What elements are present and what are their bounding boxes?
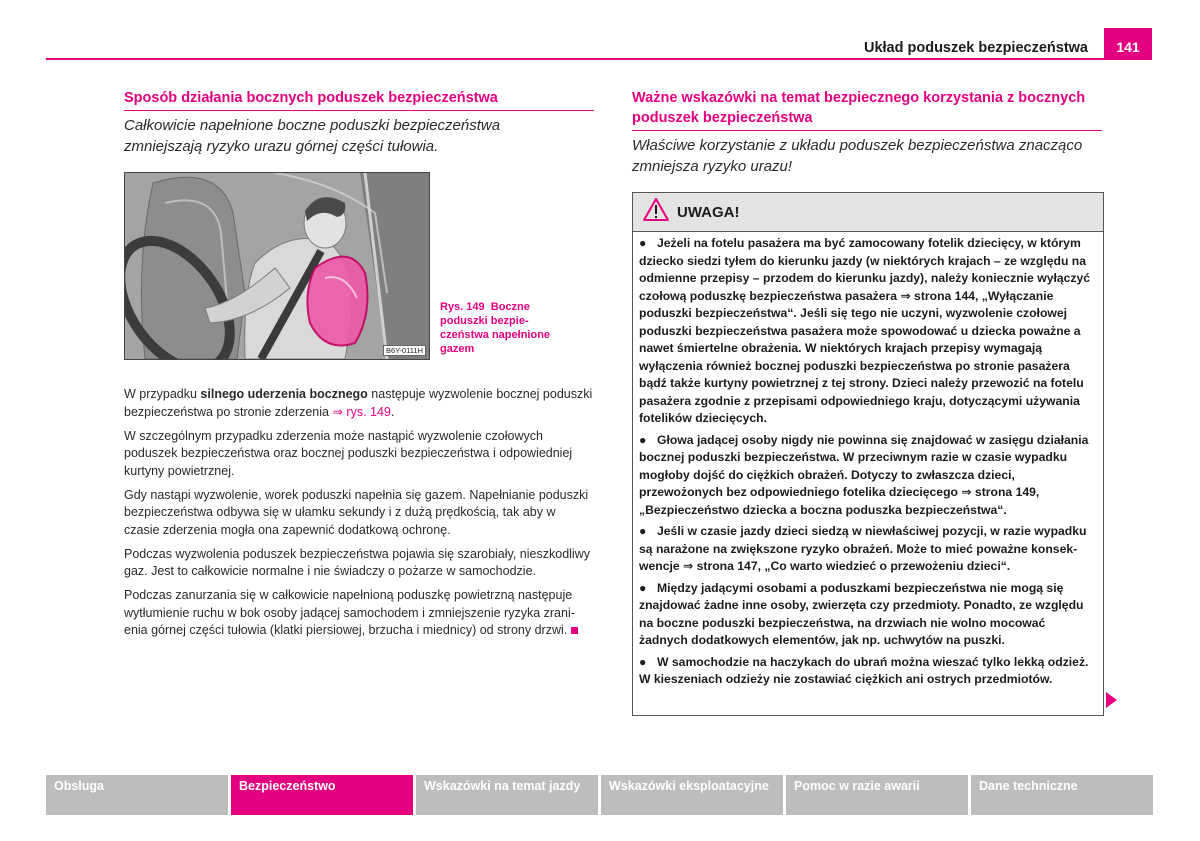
warning-body xyxy=(633,232,1103,689)
bullet-icon: ● xyxy=(639,432,647,447)
left-lead-text: Całkowicie napełnione boczne poduszki bezpieczeństwa zmniejszają ryzyko urazu górnej części tułowia. xyxy=(124,117,501,155)
warning-triangle-icon xyxy=(643,198,669,226)
caption-prefix: Rys. 149 xyxy=(440,301,485,313)
paragraph-2: W szczególnym przypadku zderzenia może nastąpić wyzwolenie czołowych poduszek bezpieczeństwa oraz bocznej poduszki bezpieczeństwa i odpowiedniej kurtyny powietrznej. xyxy=(124,428,573,478)
warning-box xyxy=(632,192,1104,716)
tab-pomoc-awarii[interactable]: Pomoc w razie awarii xyxy=(786,775,968,815)
tab-wskazowki-eksploatacyjne[interactable]: Wskazówki eksploatacyjne xyxy=(601,775,783,815)
warning-item xyxy=(639,235,1097,428)
right-section-heading: Ważne wskazówki na temat bezpiecznego korzystania z bocznych poduszek bezpieczeństwa xyxy=(632,88,1102,131)
figure-caption xyxy=(440,300,560,356)
p1-end: . xyxy=(390,404,395,419)
paragraph-5 xyxy=(124,587,594,640)
p1-text-before: W przypadku xyxy=(124,387,201,401)
warning-item-text: Jeżeli na fotelu pasażera ma być zamocowany fotelik dziecięcy, w którym dziecko siedzi tyłem do kierunku jazdy (w niektórych krajach – ze względu na odmienne przepisy – przodem do kierunku jazdy), należy koniecznie wyłączyć czołową poduszkę bezpieczeństwa pasażera ⇒ strona 144, „Wyłączanie poduszki bezpieczeństwa“. Jeśli się tego nie uczyni, wyzwolenie czołowej poduszki bezpieczeństwa pasażera może spowodować u dziecka poważne a nawet śmiertelne obrażenia. W niektórych krajach przepisy wymagają wyłączenia również bocznej poduszki bezpieczeństwa po stronie pasażera bądź także kurtyny powietrznej z tej strony. Dzieci należy przewozić na fotelu pasażera zgodnie z przepisami odpowiedniego kraju, dotyczącymi używania fotelików dziecięcych. xyxy=(639,236,1091,425)
bullet-icon: ● xyxy=(639,654,647,669)
running-header-title: Układ poduszek bezpieczeństwa xyxy=(863,40,1088,56)
left-body xyxy=(124,386,594,646)
warning-label: UWAGA! xyxy=(677,203,740,221)
section-end-marker xyxy=(571,627,578,634)
warning-item-text: Jeśli w czasie jazdy dzieci siedzą w niewłaściwej pozycji, w razie wypadku są narażone na zwiększone ryzyko obrażeń. Może to mieć poważne konsekwencje ⇒ strona 147, „Co warto wiedzieć o przewożeniu dzieci“. xyxy=(639,524,1087,573)
tab-dane-techniczne[interactable]: Dane techniczne xyxy=(971,775,1153,815)
figure-code: B6Y-0111H xyxy=(383,345,426,356)
page-number: 141 xyxy=(1104,28,1152,58)
warning-item xyxy=(639,654,1097,689)
left-section-heading: Sposób działania bocznych poduszek bezpieczeństwa xyxy=(124,88,594,111)
warning-item xyxy=(639,523,1097,576)
warning-item xyxy=(639,580,1097,650)
continue-arrow-icon xyxy=(1106,692,1117,708)
tab-bezpieczenstwo[interactable]: Bezpieczeństwo xyxy=(231,775,413,815)
paragraph-4: Podczas wyzwolenia poduszek bezpieczeństwa pojawia się szarobiały, nieszkodliwy gaz. Jest to całkowicie normalne i nie świadczy o pożarze w samochodzie. xyxy=(124,546,590,578)
p1-text-after: następuje wyzwolenie bocznej poduszki bezpieczeństwa po stronie zderzenia xyxy=(124,387,593,419)
warning-item-text: Głowa jadącej osoby nigdy nie powinna się znajdować w zasięgu działania bocznej poduszki bezpieczeństwa. W przeciwnym razie w czasie wypadku mogłoby dojść do ciężkich obrażeń. Dotyczy to zwłaszcza dzieci, przewożonych bez odpowiedniego fotelika dziecięcego ⇒ strona 149, „Bezpieczeństwo dziecka a boczna poduszka bezpieczeństwa“. xyxy=(639,432,1089,517)
airbag-illustration xyxy=(125,173,429,359)
figure-reference-link[interactable]: ⇒ rys. 149 xyxy=(332,404,391,419)
bullet-icon: ● xyxy=(639,524,647,538)
p1-bold: silnego uderzenia bocznego xyxy=(200,387,368,401)
paragraph-5-text: Podczas zanurzania się w całkowicie napełnioną poduszkę powietrzną następuje wytłumienie ruchu w bok osoby jadącej samochodem i zmniejszenie ryzyka zranienia górnej części tułowia (klatki piersiowej, brzucha i miednicy) od strony drzwi. xyxy=(124,588,575,637)
airbag-figure xyxy=(124,172,430,360)
warning-item-text: W samochodzie na haczykach do ubrań można wieszać tylko lekką odzież. W kieszeniach odzieży nie zostawiać ciężkich ani ostrych przedmiotów. xyxy=(639,654,1089,686)
header-rule xyxy=(46,58,1152,60)
bullet-icon: ● xyxy=(639,236,647,250)
warning-header xyxy=(633,193,1103,232)
tab-obsluga[interactable]: Obsługa xyxy=(46,775,228,815)
right-lead-text: Właściwe korzystanie z układu poduszek bezpieczeństwa znacząco zmniejsza ryzyko urazu! xyxy=(632,137,1083,175)
tab-wskazowki-jazdy[interactable]: Wskazówki na temat jazdy xyxy=(416,775,598,815)
paragraph-1 xyxy=(124,386,594,421)
warning-item xyxy=(639,432,1097,520)
paragraph-3: Gdy nastąpi wyzwolenie, worek poduszki napełnia się gazem. Napełnianie poduszki bezpieczeństwa odbywa się w ułamku sekundy i z dużą prędkością, tak aby w czasie zderzenia mogła ona zapewnić dodatkową ochronę. xyxy=(124,487,589,537)
bullet-icon: ● xyxy=(639,580,647,595)
warning-item-text: Między jadącymi osobami a poduszkami bezpieczeństwa nie mogą się znajdować żadne inne osoby, zwierzęta czy przedmioty. Ponadto, ze względu na boczne poduszki bezpieczeństwa, na drzwiach nie wolno mocować żadnych dodatkowych elementów, jak np. uchwytów na puszki. xyxy=(639,580,1084,647)
caption-text: Boczne poduszki bezpieczeństwa napełnione gazem xyxy=(440,301,551,355)
